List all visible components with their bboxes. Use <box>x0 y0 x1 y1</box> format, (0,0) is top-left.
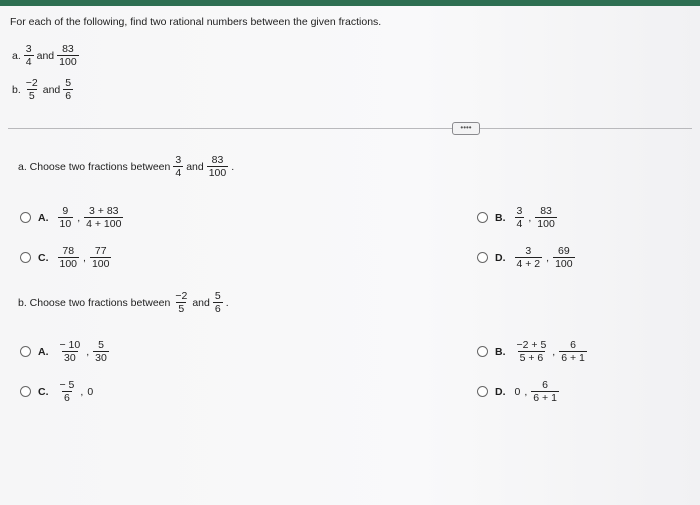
part-b-prompt-fraction-1: $\frac{-2}{5}$ <box>175 290 188 315</box>
option-fraction-1: $\frac{78}{100}$ <box>59 245 78 270</box>
option-label: B. <box>495 345 506 358</box>
part-a-option-b-radio[interactable] <box>477 212 488 223</box>
part-b-option-a[interactable] <box>20 339 109 364</box>
comma: , <box>77 211 81 224</box>
part-a-option-c-radio[interactable] <box>20 252 31 263</box>
instruction-text: For each of the following, find two rational numbers between the given fractions. <box>10 16 382 28</box>
comma: , <box>83 251 86 264</box>
part-b-option-c[interactable] <box>20 379 93 404</box>
option-fraction-2: $\frac{6}{6 + 1}$ <box>561 339 585 364</box>
part-b-option-b-radio[interactable] <box>477 346 488 357</box>
part-b-prompt-period: . <box>225 296 229 309</box>
expand-toggle-button[interactable]: •••• <box>452 122 480 135</box>
option-fraction-1: $\frac{- 5}{6}$ <box>59 379 75 404</box>
part-a-prompt-text: a. Choose two fractions between <box>18 160 171 173</box>
part-a-prompt-and: and <box>186 160 204 173</box>
part-a-option-c[interactable] <box>20 245 111 270</box>
part-b-prompt-and: and <box>192 296 210 309</box>
option-fraction-1: $\frac{9}{10}$ <box>59 205 72 230</box>
part-a-prompt-period: . <box>231 160 235 173</box>
comma: , <box>546 251 550 264</box>
option-fraction-1: $\frac{- 10}{30}$ <box>59 339 81 364</box>
part-a-option-a-radio[interactable] <box>20 212 31 223</box>
part-a-prompt <box>18 154 234 179</box>
option-fraction-1: $\frac{3}{4 + 2}$ <box>516 245 541 270</box>
option-value: 0 <box>87 385 94 398</box>
part-b-option-b[interactable] <box>477 339 587 364</box>
part-b-option-a-radio[interactable] <box>20 346 31 357</box>
option-label: A. <box>38 211 49 224</box>
part-a-prompt-fraction-2: $\frac{83}{100}$ <box>208 154 227 179</box>
option-fraction-2: $\frac{6}{6 + 1}$ <box>533 379 557 404</box>
given-b-fraction-1: $\frac{-2}{5}$ <box>25 77 38 102</box>
given-b-fraction-2: $\frac{5}{6}$ <box>65 77 72 102</box>
part-b-prompt <box>18 290 229 315</box>
option-fraction-2: $\frac{5}{30}$ <box>95 339 107 364</box>
given-b-label: b. <box>12 83 21 96</box>
option-fraction-2: $\frac{77}{100}$ <box>91 245 110 270</box>
comma: , <box>528 211 532 224</box>
option-label: A. <box>38 345 49 358</box>
option-label: C. <box>38 251 49 264</box>
comma: , <box>80 385 84 398</box>
given-b-and: and <box>42 83 61 96</box>
part-a-option-d[interactable] <box>477 245 575 270</box>
option-value: 0 <box>514 385 521 398</box>
part-b-option-c-radio[interactable] <box>20 386 31 397</box>
part-b-option-d[interactable] <box>477 379 559 404</box>
comma: , <box>524 385 528 398</box>
option-fraction-1: $\frac{3}{4}$ <box>516 205 523 230</box>
part-b-prompt-fraction-2: $\frac{5}{6}$ <box>214 290 221 315</box>
option-fraction-2: $\frac{3 + 83}{4 + 100}$ <box>86 205 122 230</box>
given-a-and: and <box>36 49 55 62</box>
section-divider <box>8 128 692 129</box>
option-label: D. <box>495 251 506 264</box>
part-a-option-b[interactable] <box>477 205 557 230</box>
option-label: D. <box>495 385 506 398</box>
given-a-fraction-1: $\frac{3}{4}$ <box>25 43 32 68</box>
part-b-option-d-radio[interactable] <box>477 386 488 397</box>
given-a <box>12 43 79 68</box>
given-a-label: a. <box>12 49 21 62</box>
option-fraction-1: $\frac{-2 + 5}{5 + 6}$ <box>516 339 547 364</box>
part-a-prompt-fraction-1: $\frac{3}{4}$ <box>175 154 182 179</box>
comma: , <box>86 345 90 358</box>
part-a-option-a[interactable] <box>20 205 123 230</box>
given-b <box>12 77 73 102</box>
part-a-option-d-radio[interactable] <box>477 252 488 263</box>
comma: , <box>552 345 556 358</box>
given-a-fraction-2: $\frac{83}{100}$ <box>59 43 77 68</box>
option-label: B. <box>495 211 506 224</box>
part-b-prompt-text: b. Choose two fractions between <box>18 296 171 309</box>
option-label: C. <box>38 385 49 398</box>
option-fraction-2: $\frac{69}{100}$ <box>555 245 573 270</box>
option-fraction-2: $\frac{83}{100}$ <box>537 205 555 230</box>
question-page <box>0 6 700 505</box>
